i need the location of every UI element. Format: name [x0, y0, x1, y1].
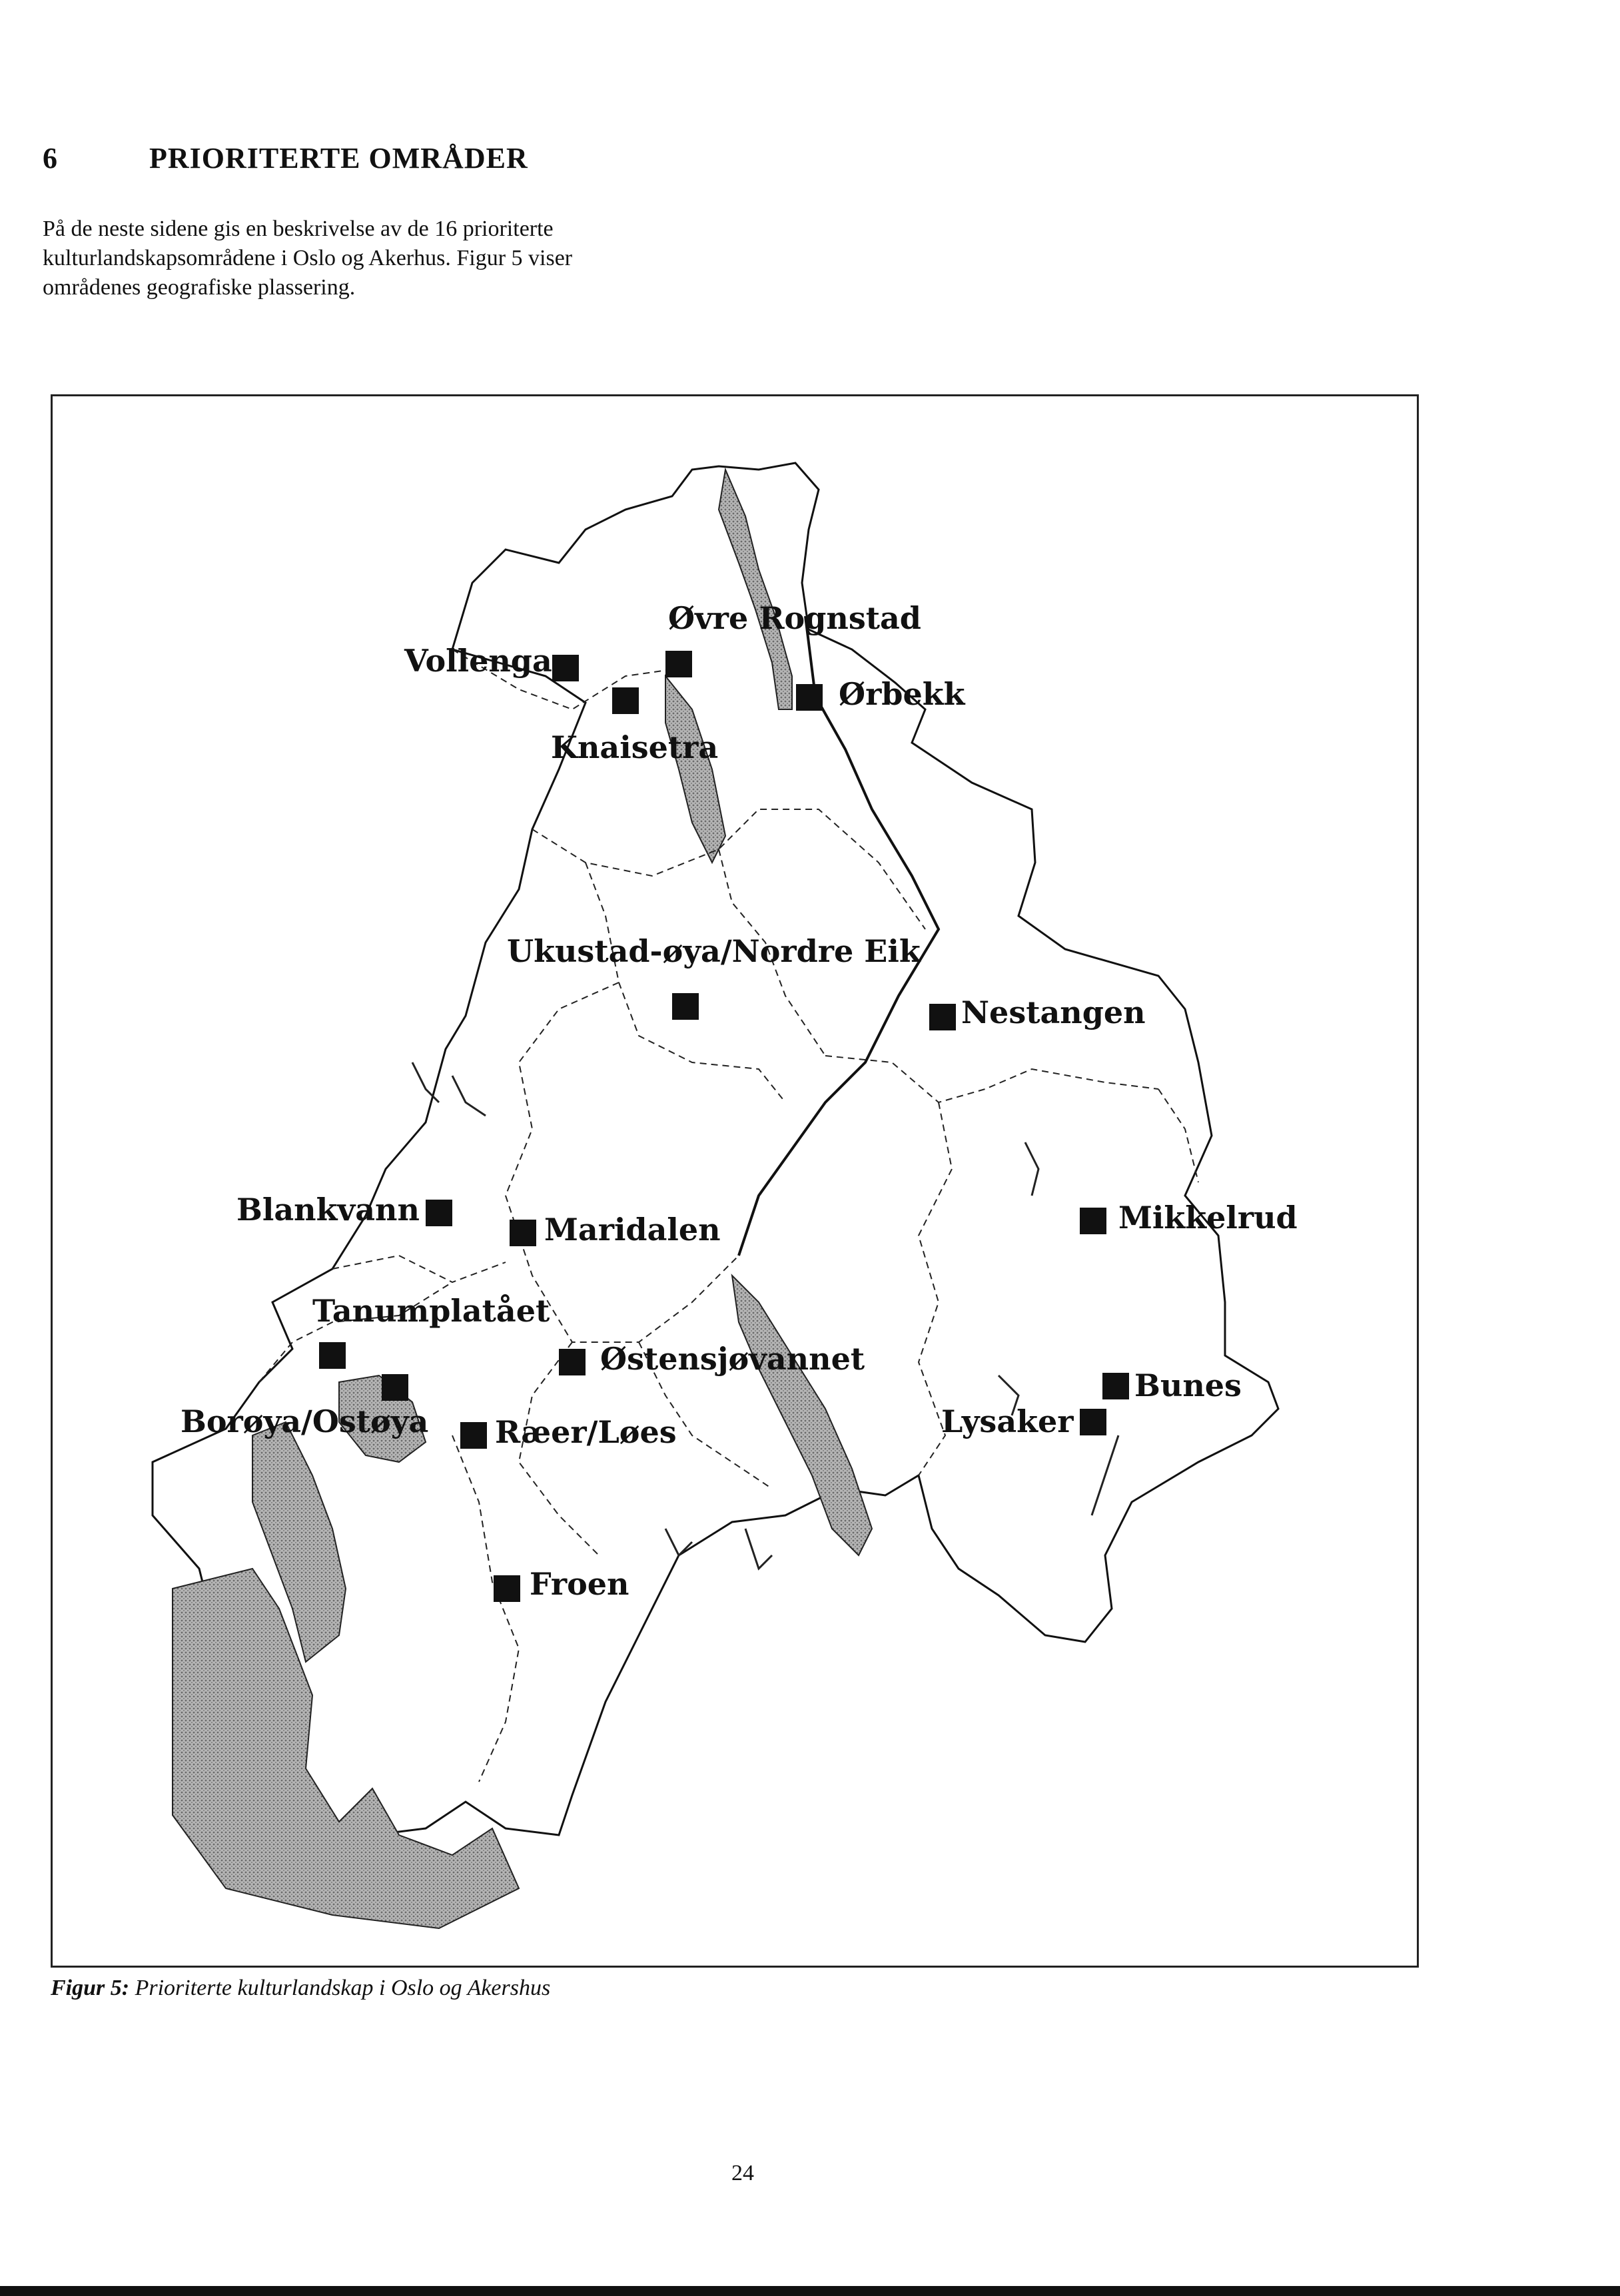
marker-borøya — [382, 1374, 408, 1401]
label-boroya: Borøya/Ostøya — [181, 1403, 429, 1439]
intro-line: områdenes geografiske plassering. — [43, 275, 356, 300]
label-orbekk: Ørbekk — [839, 676, 965, 712]
intro-line: kulturlandskapsområdene i Oslo og Akerhus. Figur 5 viser — [43, 246, 573, 270]
label-raer-loes: Ræer/Løes — [495, 1414, 677, 1450]
bottom-border — [0, 2286, 1620, 2296]
label-vollenga: Vollenga — [404, 643, 552, 679]
label-mikkelrud: Mikkelrud — [1118, 1200, 1298, 1236]
figure-caption — [51, 1976, 550, 2001]
marker-ostensjovannet — [559, 1349, 586, 1375]
caption-text: Prioriterte kulturlandskap i Oslo og Akershus — [135, 1976, 551, 2000]
caption-label: Figur 5: — [51, 1976, 130, 2000]
section-number: 6 — [43, 142, 58, 175]
marker-orbekk — [796, 684, 823, 711]
map-figure — [51, 394, 1419, 1968]
marker-nestangen — [929, 1004, 956, 1030]
marker-raer-loes — [460, 1422, 487, 1449]
marker-bunes — [1102, 1373, 1129, 1399]
section-title: PRIORITERTE OMRÅDER — [149, 142, 528, 175]
marker-vollenga — [552, 655, 579, 681]
marker-tanumplataet — [319, 1342, 346, 1369]
page-number: 24 — [731, 2161, 754, 2185]
label-ovre-rognstad: Øvre Rognstad — [668, 600, 921, 636]
fjord-water — [173, 1569, 519, 1928]
lake-oyeren — [732, 1276, 872, 1555]
label-froen: Froen — [530, 1566, 629, 1602]
marker-maridalen — [510, 1220, 536, 1246]
lake-maridalsvannet — [665, 676, 725, 863]
intro-line: På de neste sidene gis en beskrivelse av de 16 prioriterte — [43, 216, 554, 241]
marker-froen — [494, 1575, 520, 1602]
label-ostensjovannet: Østensjøvannet — [600, 1341, 865, 1377]
label-nestangen: Nestangen — [961, 994, 1146, 1030]
section-heading — [43, 141, 528, 175]
label-blankvann: Blankvann — [236, 1192, 420, 1228]
label-lysaker: Lysaker — [941, 1403, 1074, 1439]
label-maridalen: Maridalen — [544, 1212, 721, 1248]
region-outline — [153, 463, 1278, 1862]
marker-ukustad — [672, 993, 699, 1020]
label-knaisetra: Knaisetra — [551, 729, 719, 765]
marker-ovre-rognstad — [665, 651, 692, 677]
marker-mikkelrud — [1080, 1208, 1106, 1234]
river-water — [719, 470, 792, 709]
intro-paragraph — [43, 214, 735, 302]
label-ukustad: Ukustad-øya/Nordre Eik — [507, 933, 921, 969]
label-bunes: Bunes — [1134, 1367, 1242, 1403]
label-tanumplataet: Tanumplatået — [312, 1293, 550, 1329]
marker-lysaker — [1080, 1409, 1106, 1435]
marker-blankvann — [426, 1200, 452, 1226]
marker-knaisetra — [612, 687, 639, 714]
